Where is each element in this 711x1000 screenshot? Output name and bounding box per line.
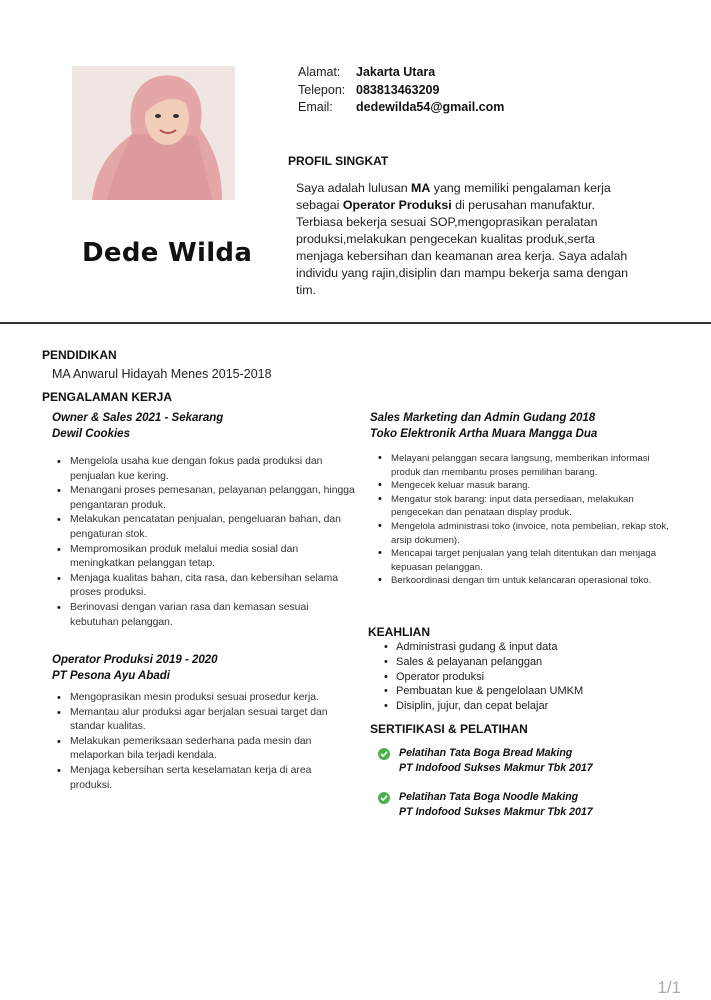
- list-item: • Mempromosikan produk melalui media sosial dan meningkatkan pelanggan tetap.: [70, 543, 355, 572]
- list-item: • Mengelola administrasi toko (invoice, nota pembelian, rekap stok, arsip dokumen).: [391, 520, 676, 547]
- list-item: • Memantau alur produksi agar berjalan sesuai target dan standar kualitas.: [70, 706, 355, 735]
- contact-phone-row: [298, 82, 504, 100]
- email-value: dedewilda54@gmail.com: [356, 100, 505, 114]
- certification-item: [378, 790, 678, 819]
- list-item: • Melayani pelanggan secara langsung, memberikan informasi produk dan membantu proses pemilihan barang.: [391, 452, 676, 479]
- list-item: • Mencapai target penjualan yang telah ditentukan dan menjaga kepuasan pelanggan.: [391, 547, 676, 574]
- contact-address-row: [298, 64, 504, 82]
- list-item: • Disiplin, jujur, dan cepat belajar: [396, 699, 583, 714]
- certification-issuer: PT Indofood Sukses Makmur Tbk 2017: [399, 805, 593, 818]
- list-item: • Melakukan pencatatan penjualan, pengeluaran bahan, dan pengaturan stok.: [70, 513, 355, 542]
- list-item: • Menangani proses pemesanan, pelayanan pelanggan, hingga pengantaran produk.: [70, 484, 355, 513]
- page-indicator: 1/1: [657, 978, 681, 997]
- certification-title: Pelatihan Tata Boga Noodle Making: [399, 791, 579, 803]
- profile-text-part: yang memiliki pengalaman kerja sebagai: [296, 181, 611, 212]
- job-company: PT Pesona Ayu Abadi: [52, 670, 171, 682]
- list-item: • Mengecek keluar masuk barang.: [391, 479, 676, 493]
- list-item: • Melakukan pemeriksaan sederhana pada mesin dan melaporkan bila terjadi kendala.: [70, 735, 355, 764]
- list-item: • Mengoprasikan mesin produksi sesuai prosedur kerja.: [70, 691, 355, 706]
- job-entry-3: [370, 410, 597, 442]
- job-2-bullets: [52, 691, 355, 793]
- profile-text-bold: MA: [411, 181, 431, 195]
- list-item: • Berinovasi dengan varian rasa dan kemasan sesuai kebutuhan pelanggan.: [70, 601, 355, 630]
- candidate-name: Dede Wilda: [82, 238, 253, 268]
- list-item: • Mengatur stok barang: input data persediaan, melakukan pengecekan dan penataan display produk.: [391, 493, 676, 520]
- contact-email-row: [298, 99, 504, 117]
- profile-heading: PROFIL SINGKAT: [288, 154, 389, 168]
- phone-value: 083813463209: [356, 82, 440, 97]
- contact-block: [298, 64, 504, 117]
- certification-item: [378, 746, 678, 775]
- list-item: • Sales & pelayanan pelanggan: [396, 655, 583, 670]
- job-3-bullets: [373, 452, 676, 588]
- list-item: • Menjaga kebersihan serta keselamatan kerja di area produksi.: [70, 764, 355, 793]
- profile-summary: [296, 180, 641, 299]
- list-item: • Pembuatan kue & pengelolaan UMKM: [396, 684, 583, 699]
- profile-photo: [72, 66, 235, 200]
- list-item: • Mengelola usaha kue dengan fokus pada produksi dan penjualan kue kering.: [70, 455, 355, 484]
- email-label: Email:: [298, 100, 333, 114]
- job-1-bullets: [52, 455, 355, 630]
- list-item: • Operator produksi: [396, 670, 583, 685]
- profile-text-bold: Operator Produksi: [342, 198, 452, 212]
- address-label: Alamat:: [298, 65, 341, 79]
- list-item: • Administrasi gudang & input data: [396, 640, 583, 655]
- job-company: Dewil Cookies: [52, 428, 130, 440]
- check-circle-icon: [378, 792, 390, 804]
- education-heading: PENDIDIKAN: [42, 348, 117, 362]
- job-title: Operator Produksi 2019 - 2020: [52, 654, 218, 666]
- job-title: Owner & Sales 2021 - Sekarang: [52, 412, 224, 424]
- check-circle-icon: [378, 748, 390, 760]
- list-item: • Menjaga kualitas bahan, cita rasa, dan kebersihan selama proses produksi.: [70, 572, 355, 601]
- person-portrait-icon: [72, 66, 235, 200]
- address-value: Jakarta Utara: [356, 65, 436, 79]
- profile-text-part: Saya adalah lulusan: [296, 181, 412, 195]
- list-item: • Berkoordinasi dengan tim untuk kelancaran operasional toko.: [391, 574, 676, 588]
- job-company: Toko Elektronik Artha Muara Mangga Dua: [370, 428, 598, 440]
- job-entry-2: [52, 652, 218, 684]
- certification-issuer: PT Indofood Sukses Makmur Tbk 2017: [399, 761, 593, 774]
- job-entry-1: [52, 410, 223, 442]
- skills-list: [380, 640, 583, 714]
- section-divider: [0, 322, 711, 324]
- phone-label: Telepon:: [298, 82, 346, 97]
- education-item: MA Anwarul Hidayah Menes 2015-2018: [52, 367, 272, 381]
- certification-title: Pelatihan Tata Boga Bread Making: [399, 747, 573, 759]
- profile-text-part: di perusahan manufaktur. Terbiasa bekerja sesuai SOP,mengoprasikan peralatan produksi,melakukan pengecekan kualitas produk,serta menjaga kebersihan dan keamanan area kerja. Saya adalah individu yang rajin,disiplin dan mampu bekerja sama dengan tim.: [296, 198, 628, 297]
- skills-heading: KEAHLIAN: [368, 625, 430, 639]
- job-title: Sales Marketing dan Admin Gudang 2018: [370, 412, 596, 424]
- experience-heading: PENGALAMAN KERJA: [42, 390, 173, 404]
- certification-heading: SERTIFIKASI & PELATIHAN: [370, 722, 528, 736]
